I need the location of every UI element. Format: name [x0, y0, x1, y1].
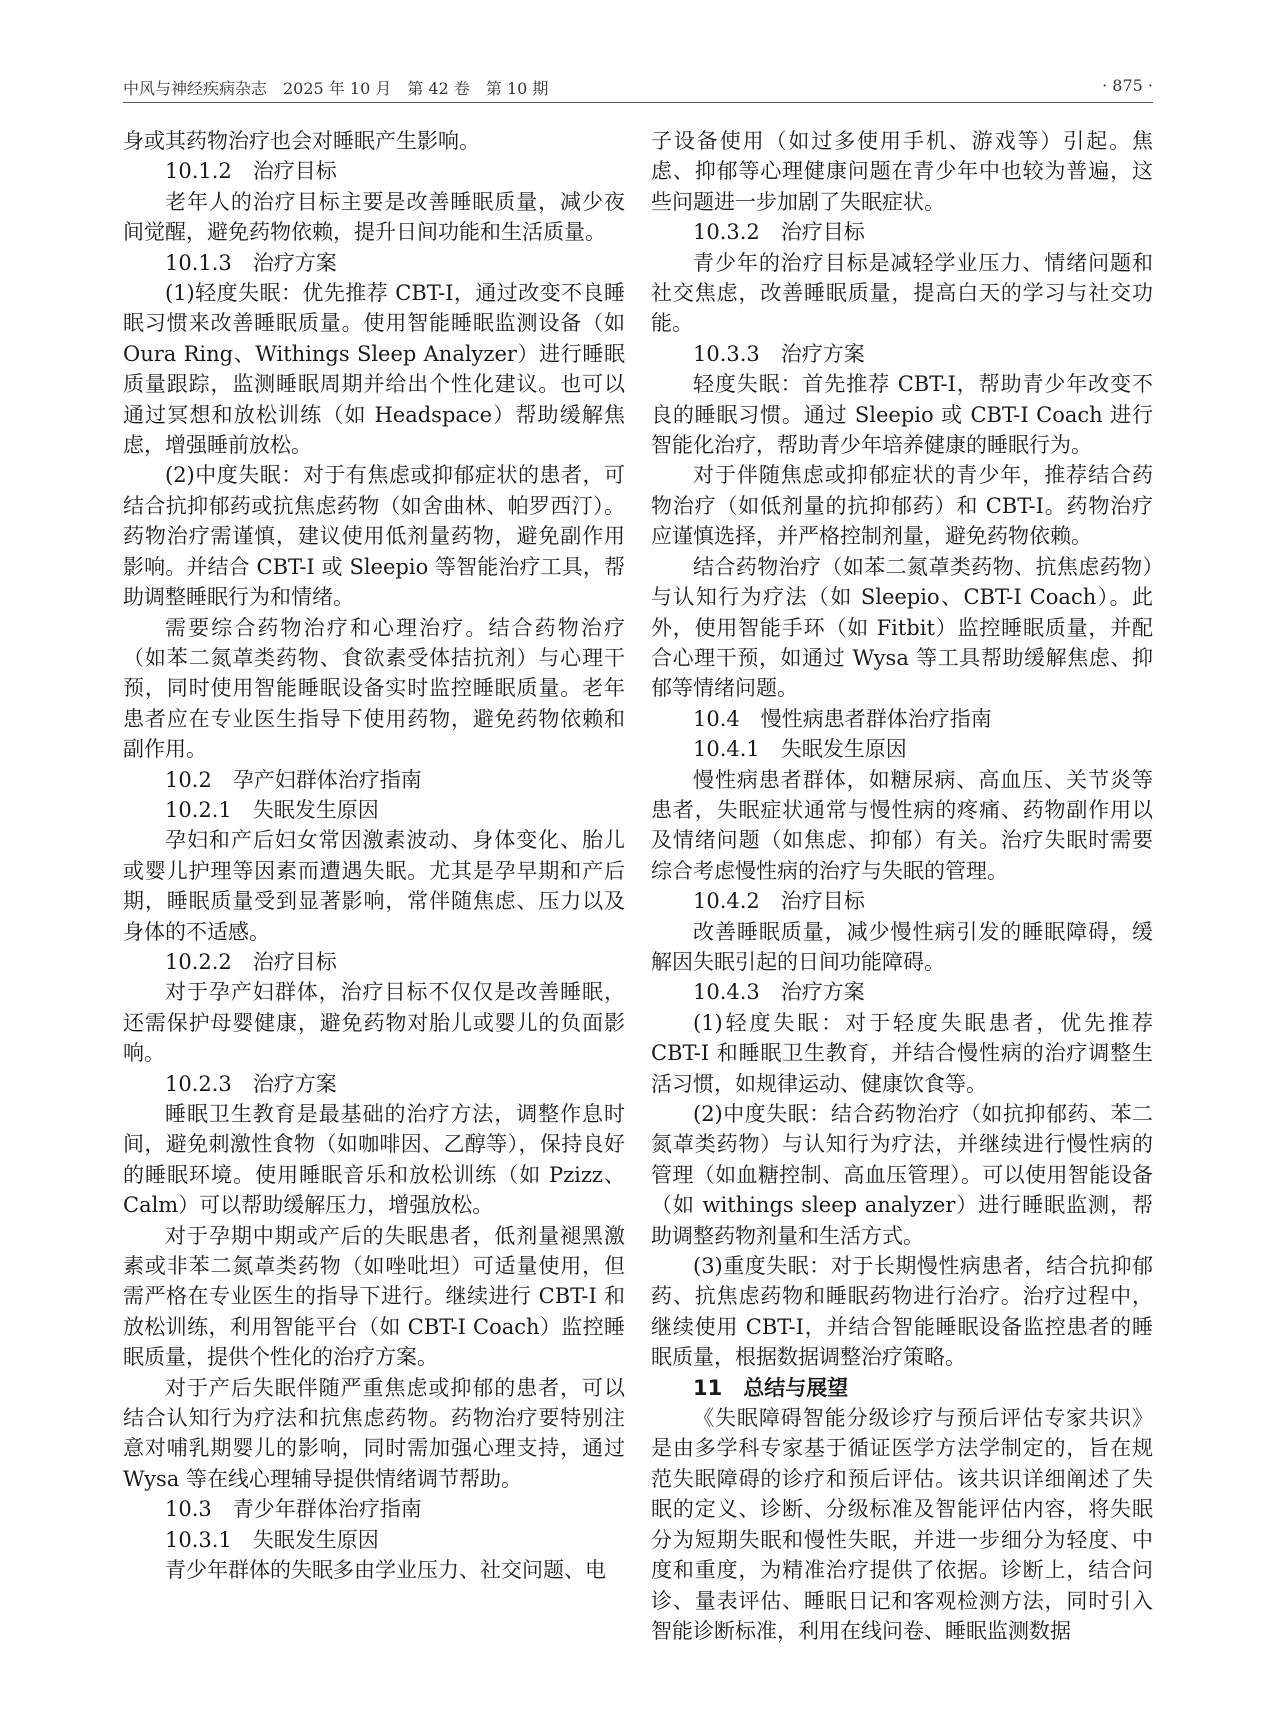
running-head [123, 76, 1153, 100]
section-heading: 10.1.2 治疗目标 [165, 159, 337, 184]
body-paragraph: 需要综合药物治疗和心理治疗。结合药物治疗（如苯二氮䓬类药物、食欲素受体拮抗剂）与心理干预，同时使用智能睡眠设备实时监控睡眠质量。老年患者应在专业医生指导下使用药物，避免药物依赖和副作用。 [123, 615, 625, 762]
section-heading: 10.2 孕产妇群体治疗指南 [165, 767, 422, 792]
journal-citation: 中风与神经疾病杂志 2025 年 10 月 第 42 卷 第 10 期 [123, 79, 549, 98]
section-heading: 10.4.3 治疗方案 [693, 980, 865, 1005]
body-paragraph: 孕妇和产后妇女常因激素波动、身体变化、胎儿或婴儿护理等因素而遭遇失眠。尤其是孕早期和产后期，睡眠质量受到显著影响，常伴随焦虑、压力以及身体的不适感。 [123, 828, 625, 944]
section-heading: 10.4.1 失眠发生原因 [693, 737, 907, 762]
body-paragraph: (2)中度失眠：结合药物治疗（如抗抑郁药、苯二氮䓬类药物）与认知行为疗法，并继续进行慢性病的管理（如血糖控制、高血压管理）。可以使用智能设备（如 withings sleep analyzer）进行睡眠监测，帮助调整药物剂量和生活方式。 [651, 1102, 1153, 1248]
section-heading: 10.2.3 治疗方案 [165, 1071, 337, 1096]
page-number: · 875 · [1102, 76, 1153, 95]
body-paragraph: (3)重度失眠：对于长期慢性病患者，结合抗抑郁药、抗焦虑药物和睡眠药物进行治疗。治疗过程中，继续使用 CBT-I，并结合智能睡眠设备监控患者的睡眠质量，根据数据调整治疗策略。 [651, 1254, 1153, 1370]
body-paragraph: 老年人的治疗目标主要是改善睡眠质量，减少夜间觉醒，避免药物依赖，提升日间功能和生活质量。 [123, 189, 625, 245]
body-paragraph: (2)中度失眠：对于有焦虑或抑郁症状的患者，可结合抗抑郁药或抗焦虑药物（如舍曲林、帕罗西汀）。药物治疗需谨慎，建议使用低剂量药物，避免副作用影响。并结合 CBT-I 或 Sleepio 等智能治疗工具，帮助调整睡眠行为和情绪。 [123, 463, 625, 610]
body-paragraph: (1)轻度失眠：对于轻度失眠患者，优先推荐 CBT-I 和睡眠卫生教育，并结合慢性病的治疗调整生活习惯，如规律运动、健康饮食等。 [651, 1010, 1153, 1096]
body-paragraph: 结合药物治疗（如苯二氮䓬类药物、抗焦虑药物）与认知行为疗法（如 Sleepio、CBT-I Coach）。此外，使用智能手环（如 Fitbit）监控睡眠质量，并配合心理干预，如通过 Wysa 等工具帮助缓解焦虑、抑郁等情绪问题。 [651, 554, 1153, 701]
body-paragraph: 改善睡眠质量，减少慢性病引发的睡眠障碍，缓解因失眠引起的日间功能障碍。 [651, 919, 1153, 974]
body-paragraph: 青少年群体的失眠多由学业压力、社交问题、电 [165, 1558, 606, 1583]
body-paragraph: 轻度失眠：首先推荐 CBT-I，帮助青少年改变不良的睡眠习惯。通过 Sleepio 或 CBT-I Coach 进行智能化治疗，帮助青少年培养健康的睡眠行为。 [651, 372, 1153, 458]
section-heading: 10.3 青少年群体治疗指南 [165, 1497, 422, 1522]
body-paragraph: 对于孕期中期或产后的失眠患者，低剂量褪黑激素或非苯二氮䓬类药物（如唑吡坦）可适量使用，但需严格在专业医生的指导下进行。继续进行 CBT-I 和放松训练，利用智能平台（如 CBT-I Coach）监控睡眠质量，提供个性化的治疗方案。 [123, 1223, 625, 1370]
body-paragraph: 青少年的治疗目标是减轻学业压力、情绪问题和社交焦虑，改善睡眠质量，提高白天的学习与社交功能。 [651, 250, 1153, 336]
section-heading: 10.4 慢性病患者群体治疗指南 [693, 706, 992, 731]
body-paragraph: 对于产后失眠伴随严重焦虑或抑郁的患者，可以结合认知行为疗法和抗焦虑药物。药物治疗要特别注意对哺乳期婴儿的影响，同时需加强心理支持，通过 Wysa 等在线心理辅导提供情绪调节帮助。 [123, 1375, 625, 1491]
section-heading: 10.3.2 治疗目标 [693, 220, 865, 245]
body-paragraph: 《失眠障碍智能分级诊疗与预后评估专家共识》是由多学科专家基于循证医学方法学制定的，旨在规范失眠障碍的诊疗和预后评估。该共识详细阐述了失眠的定义、诊断、分级标准及智能评估内容，将失眠分为短期失眠和慢性失眠，并进一步细分为轻度、中度和重度，为精准治疗提供了依据。诊断上，结合问诊、量表评估、睡眠日记和客观检测方法，同时引入智能诊断标准，利用在线问卷、睡眠监测数据 [651, 1406, 1153, 1643]
body-paragraph: 睡眠卫生教育是最基础的治疗方法，调整作息时间，避免刺激性食物（如咖啡因、乙醇等），保持良好的睡眠环境。使用睡眠音乐和放松训练（如 Pzizz、Calm）可以帮助缓解压力，增强放松。 [123, 1102, 625, 1218]
section-heading: 10.3.3 治疗方案 [693, 341, 865, 366]
body-paragraph: 子设备使用（如过多使用手机、游戏等）引起。焦虑、抑郁等心理健康问题在青少年中也较为普遍，这些问题进一步加剧了失眠症状。 [651, 129, 1153, 214]
header-rule [123, 102, 1153, 103]
body-paragraph: 慢性病患者群体，如糖尿病、高血压、关节炎等患者，失眠症状通常与慢性病的疼痛、药物副作用以及情绪问题（如焦虑、抑郁）有关。治疗失眠时需要综合考虑慢性病的治疗与失眠的管理。 [651, 767, 1153, 883]
section-heading: 10.3.1 失眠发生原因 [165, 1527, 379, 1552]
section-title: 11 总结与展望 [693, 1375, 849, 1400]
section-heading: 10.2.2 治疗目标 [165, 949, 337, 974]
right-column [651, 126, 1153, 1646]
body-paragraph: 对于孕产妇群体，治疗目标不仅仅是改善睡眠，还需保护母婴健康，避免药物对胎儿或婴儿的负面影响。 [123, 980, 625, 1066]
section-heading: 10.1.3 治疗方案 [165, 250, 337, 275]
left-column [123, 126, 625, 1586]
body-paragraph: 对于伴随焦虑或抑郁症状的青少年，推荐结合药物治疗（如低剂量的抗抑郁药）和 CBT-I。药物治疗应谨慎选择，并严格控制剂量，避免药物依赖。 [651, 463, 1153, 549]
body-paragraph: 身或其药物治疗也会对睡眠产生影响。 [123, 129, 480, 153]
section-heading: 10.4.2 治疗目标 [693, 889, 865, 914]
body-paragraph: (1)轻度失眠：优先推荐 CBT-I，通过改变不良睡眠习惯来改善睡眠质量。使用智能睡眠监测设备（如 Oura Ring、Withings Sleep Analyzer）进行睡眠质量跟踪，监测睡眠周期并给出个性化建议。也可以通过冥想和放松训练（如 Headspace）帮助缓解焦虑，增强睡前放松。 [123, 281, 625, 458]
section-heading: 10.2.1 失眠发生原因 [165, 797, 379, 822]
